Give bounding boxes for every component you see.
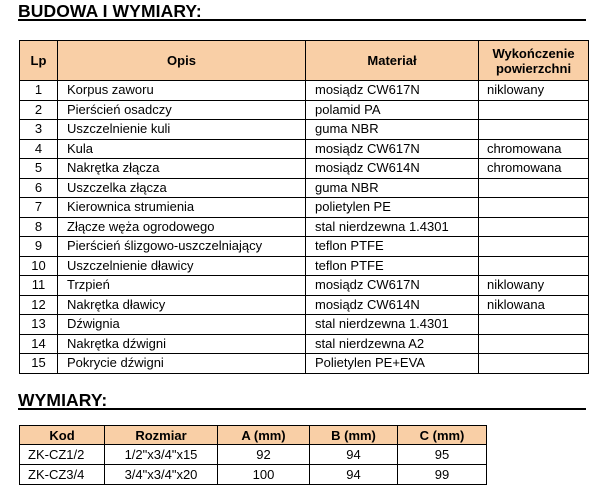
table-row [20, 120, 589, 140]
cell-finish [479, 315, 589, 335]
table-row [20, 276, 589, 296]
cell-opis: Uszczelnienie kuli [58, 120, 306, 140]
cell-finish [479, 256, 589, 276]
column-header-opis: Opis [58, 41, 306, 81]
table-row [20, 445, 487, 465]
cell-lp: 15 [20, 354, 58, 374]
table-header-row [20, 41, 589, 81]
cell-opis: Trzpień [58, 276, 306, 296]
cell-material: Polietylen PE+EVA [306, 354, 479, 374]
cell-finish [479, 217, 589, 237]
cell-lp: 4 [20, 139, 58, 159]
cell-lp: 12 [20, 295, 58, 315]
table-row [20, 100, 589, 120]
cell-lp: 9 [20, 237, 58, 257]
cell-kod: ZK-CZ1/2 [20, 445, 105, 465]
cell-b: 94 [310, 465, 398, 485]
column-header-material: Materiał [306, 41, 479, 81]
column-header-a: A (mm) [218, 426, 310, 445]
table-row [20, 334, 589, 354]
table-row [20, 178, 589, 198]
table-row [20, 217, 589, 237]
section-heading-structure: BUDOWA I WYMIARY: [18, 1, 202, 21]
cell-material: stal nierdzewna A2 [306, 334, 479, 354]
column-header-lp: Lp [20, 41, 58, 81]
cell-material: polamid PA [306, 100, 479, 120]
cell-finish: chromowana [479, 159, 589, 179]
table-row [20, 237, 589, 257]
cell-finish: chromowana [479, 139, 589, 159]
cell-finish [479, 198, 589, 218]
cell-material: mosiądz CW614N [306, 295, 479, 315]
cell-material: guma NBR [306, 120, 479, 140]
table-row [20, 315, 589, 335]
cell-material: mosiądz CW614N [306, 159, 479, 179]
cell-b: 94 [310, 445, 398, 465]
table-row [20, 354, 589, 374]
cell-material: stal nierdzewna 1.4301 [306, 315, 479, 335]
table-row [20, 139, 589, 159]
cell-opis: Uszczelka złącza [58, 178, 306, 198]
cell-rozmiar: 3/4"x3/4"x20 [105, 465, 218, 485]
heading-underline [18, 408, 586, 410]
cell-material: mosiądz CW617N [306, 81, 479, 101]
cell-material: teflon PTFE [306, 237, 479, 257]
cell-lp: 10 [20, 256, 58, 276]
cell-opis: Dźwignia [58, 315, 306, 335]
cell-material: mosiądz CW617N [306, 139, 479, 159]
cell-opis: Pokrycie dźwigni [58, 354, 306, 374]
cell-lp: 5 [20, 159, 58, 179]
cell-opis: Pierścień osadczy [58, 100, 306, 120]
cell-lp: 11 [20, 276, 58, 296]
heading-underline [18, 19, 586, 21]
cell-c: 99 [398, 465, 487, 485]
cell-opis: Pierścień ślizgowo-uszczelniający [58, 237, 306, 257]
cell-opis: Kula [58, 139, 306, 159]
cell-rozmiar: 1/2"x3/4"x15 [105, 445, 218, 465]
dimensions-table [19, 425, 487, 485]
cell-finish [479, 334, 589, 354]
cell-a: 92 [218, 445, 310, 465]
table-row [20, 295, 589, 315]
table-row [20, 198, 589, 218]
cell-finish: niklowany [479, 81, 589, 101]
cell-finish [479, 237, 589, 257]
section-heading-dimensions: WYMIARY: [18, 390, 108, 410]
column-header-kod: Kod [20, 426, 105, 445]
cell-opis: Korpus zaworu [58, 81, 306, 101]
cell-finish [479, 120, 589, 140]
cell-c: 95 [398, 445, 487, 465]
cell-lp: 6 [20, 178, 58, 198]
cell-material: stal nierdzewna 1.4301 [306, 217, 479, 237]
table-row [20, 81, 589, 101]
cell-finish: niklowana [479, 295, 589, 315]
cell-kod: ZK-CZ3/4 [20, 465, 105, 485]
column-header-b: B (mm) [310, 426, 398, 445]
cell-opis: Nakrętka złącza [58, 159, 306, 179]
cell-lp: 7 [20, 198, 58, 218]
cell-material: teflon PTFE [306, 256, 479, 276]
cell-material: mosiądz CW617N [306, 276, 479, 296]
cell-lp: 14 [20, 334, 58, 354]
cell-opis: Uszczelnienie dławicy [58, 256, 306, 276]
cell-lp: 8 [20, 217, 58, 237]
cell-lp: 13 [20, 315, 58, 335]
column-header-c: C (mm) [398, 426, 487, 445]
cell-finish [479, 100, 589, 120]
cell-opis: Kierownica strumienia [58, 198, 306, 218]
table-row [20, 159, 589, 179]
cell-finish [479, 354, 589, 374]
cell-opis: Nakrętka dławicy [58, 295, 306, 315]
cell-finish [479, 178, 589, 198]
cell-a: 100 [218, 465, 310, 485]
table-row [20, 465, 487, 485]
column-header-finish: Wykończenie powierzchni [479, 41, 589, 81]
cell-lp: 3 [20, 120, 58, 140]
table-header-row [20, 426, 487, 445]
table-row [20, 256, 589, 276]
cell-opis: Złącze węża ogrodowego [58, 217, 306, 237]
cell-material: polietylen PE [306, 198, 479, 218]
cell-material: guma NBR [306, 178, 479, 198]
cell-opis: Nakrętka dźwigni [58, 334, 306, 354]
cell-lp: 2 [20, 100, 58, 120]
parts-table [19, 40, 589, 374]
column-header-rozmiar: Rozmiar [105, 426, 218, 445]
cell-lp: 1 [20, 81, 58, 101]
cell-finish: niklowany [479, 276, 589, 296]
